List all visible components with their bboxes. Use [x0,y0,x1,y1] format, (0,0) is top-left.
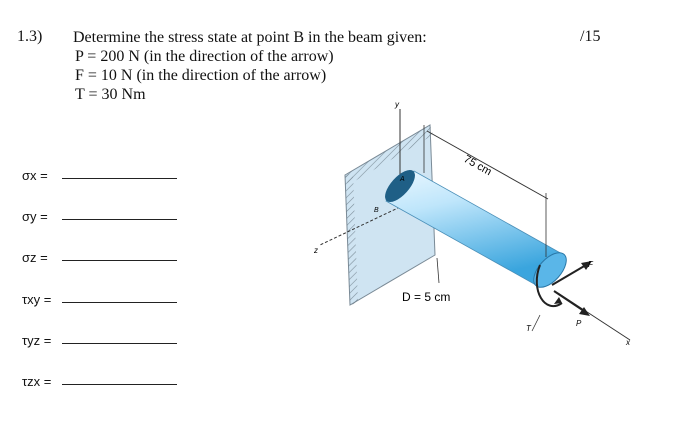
answer-label: τzx = [22,374,52,389]
answer-blank[interactable] [62,301,177,303]
answer-blank[interactable] [62,218,177,220]
torque-arrowhead [554,297,562,304]
answer-row-tau-yz [22,328,177,348]
torque-label: T [526,324,531,333]
answer-row-sigma-z [22,245,177,265]
point-b-label: B [374,207,379,214]
prompt-line: T = 30 Nm [75,86,146,103]
prompt-line: F = 10 N (in the direction of the arrow) [75,67,327,84]
answer-label: τxy = [22,292,52,307]
force-p-label: P [576,319,582,328]
answer-row-sigma-y [22,204,177,224]
force-f-label: F [588,260,593,269]
diameter-label: D = 5 cm [402,290,451,304]
prompt-line: Determine the stress state at point B in the beam given: [73,29,427,46]
answer-label: σx = [22,168,48,183]
answer-row-sigma-x [22,163,177,183]
z-axis-label: z [314,246,318,255]
answer-blank[interactable] [62,342,177,344]
length-label: 75 cm [461,153,494,179]
beam-figure [300,95,640,355]
answer-label: σy = [22,209,48,224]
marks-label: /15 [580,28,601,45]
answer-label: τyz = [22,333,52,348]
x-axis-label: x [626,338,630,347]
question-prompt [73,28,427,104]
answer-row-tau-xy [22,287,177,307]
answer-blank[interactable] [62,383,177,385]
answer-label: σz = [22,250,48,265]
answer-blank[interactable] [62,259,177,261]
question-number: 1.3) [17,28,43,45]
torque-leader [532,315,540,331]
answer-row-tau-zx [22,369,177,389]
prompt-line: P = 200 N (in the direction of the arrow) [75,48,334,65]
answer-blank[interactable] [62,177,177,179]
point-a-label: A [400,176,405,183]
y-axis-label: y [395,100,399,109]
diameter-leader [437,258,439,283]
